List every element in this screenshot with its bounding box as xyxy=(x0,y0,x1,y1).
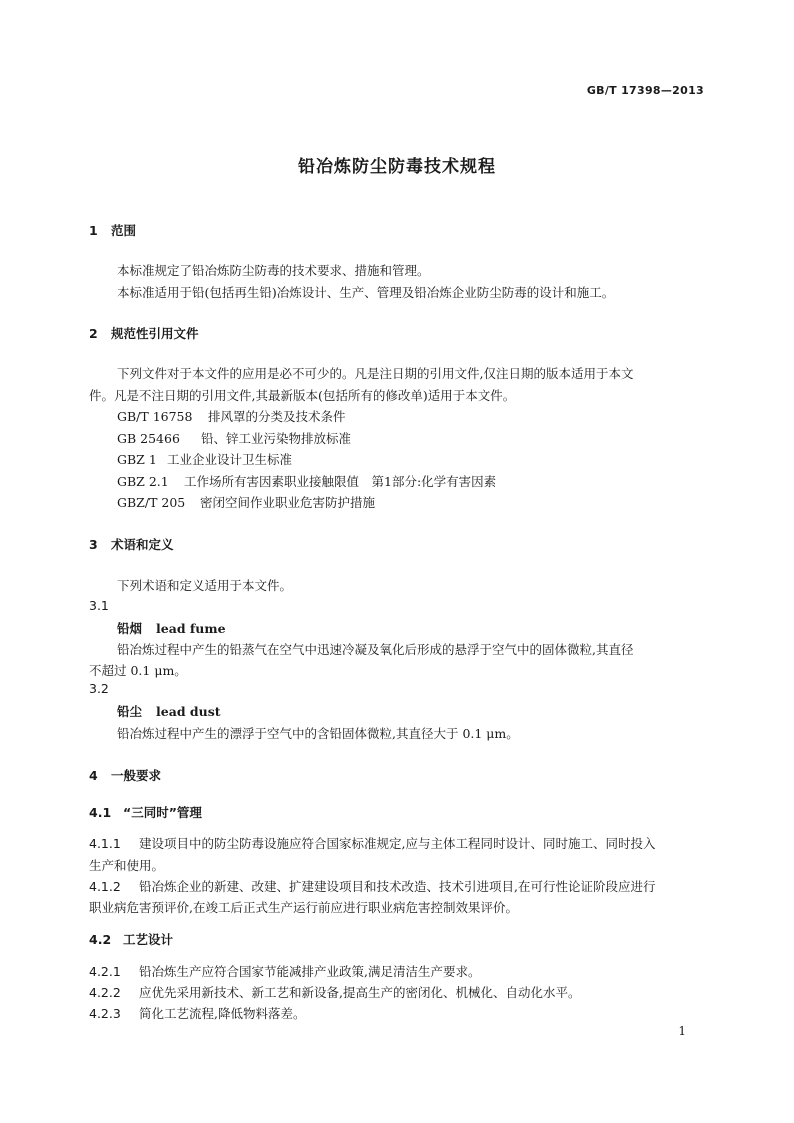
term-definition: 铅冶炼过程中产生的铅蒸气在空气中迅速冷凝及氧化后形成的悬浮于空气中的固体微粒,其直径 xyxy=(117,642,634,657)
reference-title: 工业企业设计卫生标准 xyxy=(167,452,293,467)
term-en: lead dust xyxy=(156,704,221,719)
paragraph: 本标准适用于铅(包括再生铅)冶炼设计、生产、管理及铅冶炼企业防尘防毒的设计和施工。 xyxy=(117,285,615,300)
term-definition: 铅冶炼过程中产生的漂浮于空气中的含铅固体微粒,其直径大于 0.1 μm。 xyxy=(117,726,519,741)
section-4-heading xyxy=(89,766,161,784)
section-number: 2 xyxy=(89,326,98,341)
clause xyxy=(89,962,480,980)
clause xyxy=(89,983,580,1001)
subsection-4-2-heading xyxy=(89,930,173,948)
term-number: 3.1 xyxy=(89,598,109,613)
clause-continuation: 生产和使用。 xyxy=(89,858,165,873)
clause-number: 4.1.2 xyxy=(89,879,121,894)
term-definition: 不超过 0.1 μm。 xyxy=(89,663,187,678)
section-1-heading xyxy=(89,221,136,239)
page-number: 1 xyxy=(678,1024,686,1038)
section-3-heading xyxy=(89,535,174,553)
subsection-4-1-heading xyxy=(89,803,202,821)
section-number: 4.2 xyxy=(89,932,112,947)
section-title: 工艺设计 xyxy=(123,932,174,947)
term-zh: 铅烟 xyxy=(117,621,143,636)
paragraph: 下列文件对于本文件的应用是必不可少的。凡是注日期的引用文件,仅注日期的版本适用于本文 xyxy=(117,366,634,381)
section-title: “三同时”管理 xyxy=(123,805,202,820)
reference-item xyxy=(117,450,292,468)
section-number: 4 xyxy=(89,768,98,783)
term-en: lead fume xyxy=(156,621,226,636)
reference-item xyxy=(117,407,346,425)
clause-number: 4.2.1 xyxy=(89,964,121,979)
section-number: 1 xyxy=(89,223,98,238)
paragraph: 件。凡是不注日期的引用文件,其最新版本(包括所有的修改单)适用于本文件。 xyxy=(89,388,516,403)
reference-title: 铅、锌工业污染物排放标准 xyxy=(201,431,352,446)
paragraph: 本标准规定了铅冶炼防尘防毒的技术要求、措施和管理。 xyxy=(117,263,430,278)
reference-code: GB/T 16758 xyxy=(117,409,193,424)
section-title: 一般要求 xyxy=(111,768,162,783)
term-entry xyxy=(117,702,221,720)
clause-text: 简化工艺流程,降低物料落差。 xyxy=(139,1006,306,1021)
reference-code: GBZ 1 xyxy=(117,452,157,467)
clause xyxy=(89,877,655,895)
clause-text: 应优先采用新技术、新工艺和新设备,提高生产的密闭化、机械化、自动化水平。 xyxy=(139,985,581,1000)
section-2-heading xyxy=(89,324,199,342)
clause-number: 4.1.1 xyxy=(89,836,121,851)
standard-number: GB/T 17398—2013 xyxy=(586,84,704,97)
term-zh: 铅尘 xyxy=(117,704,143,719)
reference-title: 排风罩的分类及技术条件 xyxy=(208,409,346,424)
reference-item xyxy=(117,493,375,511)
section-title: 范围 xyxy=(111,223,137,238)
section-number: 3 xyxy=(89,537,98,552)
clause-continuation: 职业病危害预评价,在竣工后正式生产运行前应进行职业病危害控制效果评价。 xyxy=(89,900,518,915)
section-title: 术语和定义 xyxy=(111,537,174,552)
clause-text: 铅冶炼生产应符合国家节能减排产业政策,满足清洁生产要求。 xyxy=(139,964,481,979)
clause xyxy=(89,1004,305,1022)
clause xyxy=(89,834,655,852)
clause-number: 4.2.3 xyxy=(89,1006,121,1021)
reference-item xyxy=(117,429,351,447)
reference-code: GBZ 2.1 xyxy=(117,474,169,489)
reference-code: GBZ/T 205 xyxy=(117,495,186,510)
term-entry xyxy=(117,619,226,637)
clause-text: 建设项目中的防尘防毒设施应符合国家标准规定,应与主体工程同时设计、同时施工、同时投入 xyxy=(139,836,656,851)
reference-title: 工作场所有害因素职业接触限值 第1部分:化学有害因素 xyxy=(184,474,497,489)
section-title: 规范性引用文件 xyxy=(111,326,199,341)
clause-number: 4.2.2 xyxy=(89,985,121,1000)
reference-item xyxy=(117,472,496,490)
reference-code: GB 25466 xyxy=(117,431,180,446)
term-number: 3.2 xyxy=(89,681,109,696)
section-number: 4.1 xyxy=(89,805,112,820)
paragraph: 下列术语和定义适用于本文件。 xyxy=(117,578,293,593)
clause-text: 铅冶炼企业的新建、改建、扩建建设项目和技术改造、技术引进项目,在可行性论证阶段应进行 xyxy=(139,879,656,894)
page-title: 铅冶炼防尘防毒技术规程 xyxy=(298,157,496,177)
reference-title: 密闭空间作业职业危害防护措施 xyxy=(200,495,376,510)
